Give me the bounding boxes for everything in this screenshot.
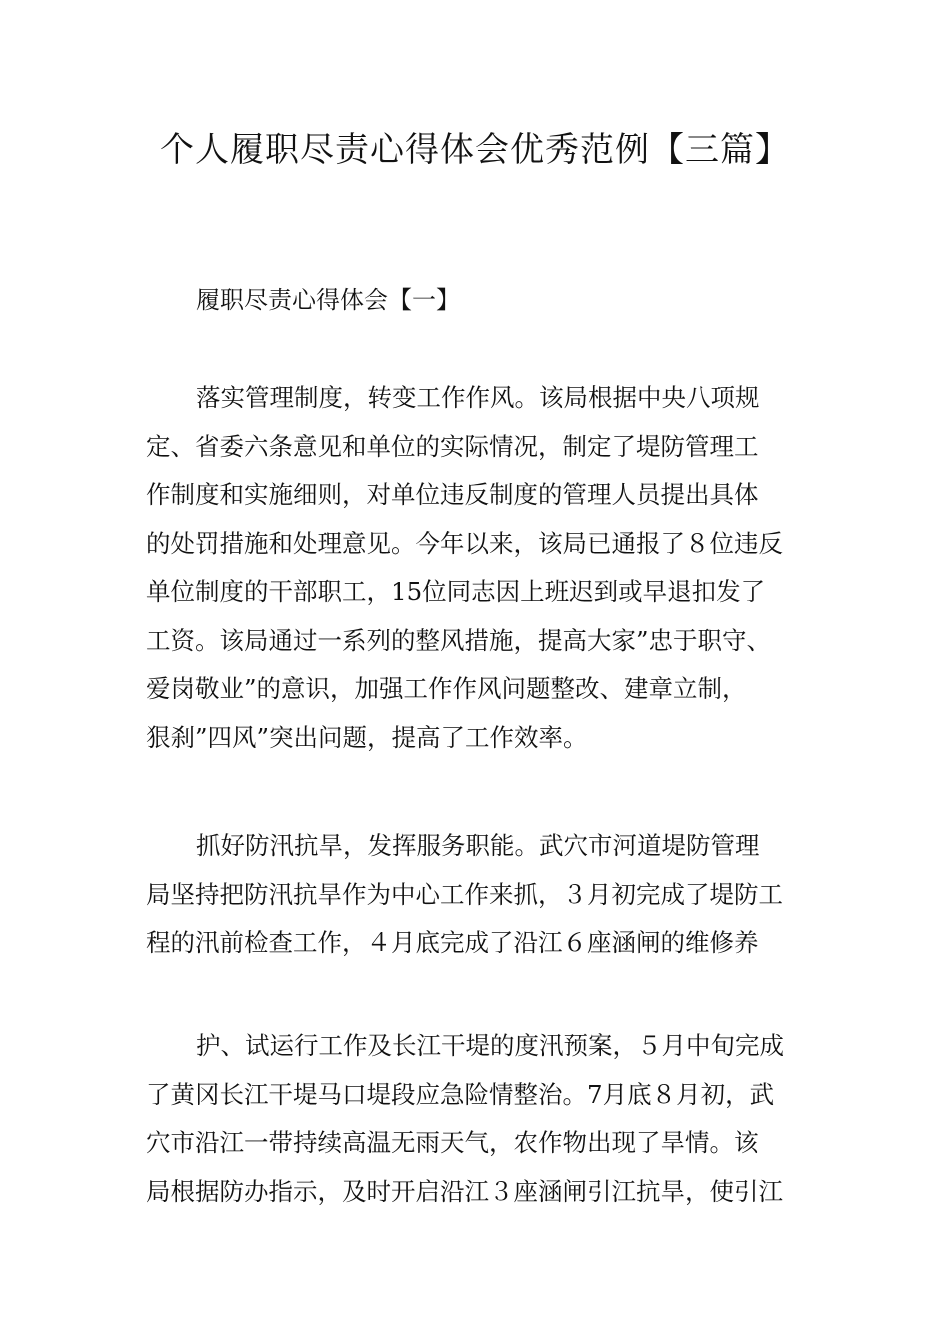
paragraph-line: 作制度和实施细则，对单位违反制度的管理人员提出具体 <box>146 480 759 509</box>
paragraph-line: 程的汛前检查工作，４月底完成了沿江６座涵闸的维修养 <box>146 928 759 957</box>
paragraph-line: 定、省委六条意见和单位的实际情况，制定了堤防管理工 <box>146 431 759 461</box>
paragraph-line: 工资。该局通过一系列的整风措施，提高大家”忠于职守、 <box>146 625 772 655</box>
paragraph-1 <box>146 374 816 762</box>
paragraph-line: 单位制度的干部职工，15位同志因上班迟到或早退扣发了 <box>146 577 766 606</box>
paragraph-line: 护、试运行工作及长江干堤的度汛预案，５月中旬完成 <box>196 1031 784 1060</box>
paragraph-line: 抓好防汛抗旱，发挥服务职能。武穴市河道堤防管理 <box>196 831 760 860</box>
paragraph-line: 局根据防办指示，及时开启沿江３座涵闸引江抗旱，使引江 <box>146 1176 783 1206</box>
paragraph-line: 狠刹”四风”突出问题，提高了工作效率。 <box>146 722 588 752</box>
paragraph-line: 局坚持把防汛抗旱作为中心工作来抓，３月初完成了堤防工 <box>146 879 783 909</box>
document-title: 个人履职尽责心得体会优秀范例【三篇】 <box>160 130 790 170</box>
section-heading: 履职尽责心得体会【一】 <box>196 286 460 314</box>
paragraph-line: 穴市沿江一带持续高温无雨天气，农作物出现了旱情。该 <box>146 1128 759 1157</box>
paragraph-3 <box>146 1022 816 1216</box>
paragraph-line: 了黄冈长江干堤马口堤段应急险情整治。7月底８月初，武 <box>146 1079 775 1109</box>
paragraph-2 <box>146 822 816 968</box>
paragraph-line: 落实管理制度，转变工作作风。该局根据中央八项规 <box>196 383 760 412</box>
paragraph-line: 爱岗敬业”的意识，加强工作作风问题整改、建章立制， <box>146 674 747 703</box>
paragraph-line: 的处罚措施和处理意见。今年以来，该局已通报了８位违反 <box>146 528 783 558</box>
